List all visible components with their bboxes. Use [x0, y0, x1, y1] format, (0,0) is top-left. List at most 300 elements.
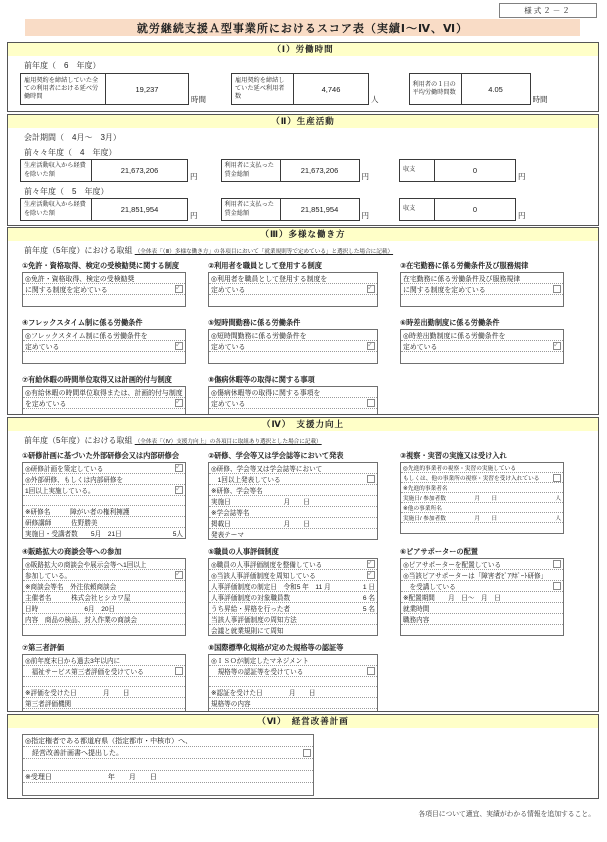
row-text: ◎ピアサポーターを配置している [403, 562, 502, 569]
row-text: 内容 商品の検品、封入作業の商談会 [25, 617, 138, 624]
item-row [23, 463, 185, 474]
unchecked-checkbox-icon [175, 667, 183, 675]
row-text: ◎研修計画を策定している [25, 466, 104, 473]
item-row [23, 771, 313, 783]
row-text: ◎指定権者である都道府県（指定都市・中核市）へ、 [25, 737, 193, 745]
field-box [221, 198, 360, 221]
field-label: 収支 [400, 199, 435, 220]
item-row [401, 493, 563, 503]
row-text: ◎先進的事業者の視察・実習の実施している [403, 466, 517, 472]
item-row [23, 496, 185, 506]
row-text: 定めている [211, 401, 246, 408]
item-row [209, 295, 377, 306]
item-row [23, 625, 185, 635]
row-text [211, 297, 213, 304]
section2-value-row [20, 159, 598, 182]
unit-label: 円 [518, 211, 526, 220]
item-row [23, 559, 185, 570]
row-text: 実施日/ 参加者数 月 日 [403, 496, 498, 502]
field-value: 21,673,206 [300, 166, 339, 175]
row-text: 1回以上発表している [211, 477, 281, 484]
item-row [23, 284, 185, 295]
section3-item-4 [22, 318, 186, 364]
row-text: 就業時間 [403, 606, 430, 613]
section3-note-main: 前年度（5年度）における取組 [24, 246, 133, 255]
item-row [23, 592, 185, 603]
item-box [208, 654, 378, 712]
item-row [23, 677, 185, 687]
item-row [209, 529, 377, 539]
field-group [231, 73, 379, 105]
unit-label: 円 [518, 172, 526, 181]
item-box [208, 329, 378, 364]
item-row [209, 341, 377, 352]
field-box [399, 198, 516, 221]
item-row [23, 735, 313, 747]
row-text: 規格等の認証等を受けている [211, 669, 304, 676]
row-text: もしくは、他の事業所の視察・実習を受け入れている [403, 476, 540, 482]
row-text [403, 627, 405, 634]
section4-header: （Ⅳ） 支援力向上 [8, 418, 598, 431]
row-text: 当該人事評価制度の周知方法 [211, 617, 297, 624]
item-row [401, 284, 563, 295]
checked-checkbox-icon [175, 285, 183, 293]
row-text: ◎時差出勤制度に係る労働条件を [403, 333, 506, 340]
section3-note [24, 245, 598, 256]
row-text [25, 678, 27, 685]
section1-header: （Ⅰ）労働時間 [8, 43, 598, 56]
item-row [23, 330, 185, 341]
section2-row-year-label [24, 225, 598, 226]
item-row [23, 528, 185, 538]
row-text: ◎当該人事評価制度を周知している [211, 573, 316, 580]
row-text [25, 354, 27, 361]
field-group [20, 159, 198, 182]
item-row [209, 677, 377, 687]
item-box [22, 329, 186, 364]
item-title: ③視察・実習の実施又は受け入れ [400, 451, 507, 460]
checked-checkbox-icon [367, 342, 375, 350]
item-box [208, 386, 378, 415]
item-row [23, 747, 313, 759]
item-title: ②利用者を職員として登用する制度 [208, 261, 322, 270]
row-text: 実施日/ 参加者数 月 日 [403, 516, 498, 522]
item-row [401, 483, 563, 493]
item-title: ⑤職員の人事評価制度 [208, 547, 279, 556]
checked-checkbox-icon [367, 571, 375, 579]
row-text: 発表テーマ [211, 532, 244, 539]
item-box [400, 329, 564, 364]
section1-year-label: 前年度（ 6 年度） [24, 61, 101, 70]
item-row [209, 518, 377, 529]
item-row [23, 603, 185, 614]
item-row [209, 409, 377, 415]
item-row [23, 409, 185, 415]
unchecked-checkbox-icon [367, 399, 375, 407]
field-label: 生産活動収入から経費を除いた額 [21, 160, 92, 181]
item-row [401, 603, 563, 614]
checked-checkbox-icon [367, 285, 375, 293]
section4-item-5 [208, 547, 378, 636]
item-row [23, 517, 185, 528]
unchecked-checkbox-icon [553, 560, 561, 568]
item-title: ①免許・資格取得、検定の受検勧奨に関する制度 [22, 261, 180, 270]
unit-label: 時間 [191, 95, 206, 104]
row-text: ※配置期間 月 日～ 月 日 [403, 595, 501, 602]
item-box [208, 272, 378, 307]
section2-header: （Ⅱ）生産活動 [8, 115, 598, 128]
row-text [25, 297, 27, 304]
field-group [399, 198, 526, 221]
row-text: ◎当該ピアサポーターは「障害者ﾋﾟｱｻﾎﾟｰﾄ研修」 [403, 573, 548, 580]
row-text: 人事評価制度の対象職員数 [211, 595, 291, 602]
item-row [209, 614, 377, 625]
section3-item-2 [208, 261, 378, 307]
section4-item-grid [22, 451, 598, 712]
item-box [22, 462, 186, 539]
item-row [23, 709, 185, 712]
section4-note-main: 前年度（5年度）における取組 [24, 436, 133, 445]
row-text: 日時 6月 20日 [25, 606, 116, 613]
row-value: 5 名 [362, 606, 375, 613]
checked-checkbox-icon [175, 464, 183, 472]
row-text: ◎フレックスタイム制に係る労働条件を [25, 333, 148, 340]
item-row [401, 523, 563, 533]
section6-header: （Ⅵ） 経営改善計画 [8, 715, 598, 728]
row-text [211, 678, 213, 685]
item-row [401, 592, 563, 603]
item-row [401, 273, 563, 284]
unchecked-checkbox-icon [367, 667, 375, 675]
row-text: 人事評価制度の制定日 令和5 年 11 月 [211, 584, 331, 591]
item-row [209, 273, 377, 284]
section4-note-small: （全体表「（Ⅳ）支援力向上」の各項目に取組あり選択とした場合に記載） [134, 439, 322, 445]
row-value: 1 日 [362, 584, 375, 591]
item-title: ⑥時差出勤制度に係る労働条件 [400, 318, 500, 327]
field-label: 生産活動収入から経費を除いた額 [21, 199, 92, 220]
row-text: 会議と就業規則にて周知 [211, 628, 284, 635]
section3-item-1 [22, 261, 186, 307]
item-row [23, 759, 313, 771]
item-row [401, 295, 563, 306]
item-row [23, 655, 185, 666]
row-text: ◎免許・資格取得、検定の受検勧奨 [25, 276, 135, 283]
section4-item-6 [400, 547, 564, 636]
item-box [400, 272, 564, 307]
section3-item-8 [208, 375, 378, 415]
section4-item-8 [208, 643, 378, 712]
item-row [209, 666, 377, 677]
item-row [209, 592, 377, 603]
row-text: ※商談会等名 外注依頼商談会 [25, 584, 117, 591]
unit-label: 円 [361, 211, 369, 220]
item-row [23, 698, 185, 709]
unit-label: 円 [190, 211, 198, 220]
section2-row-year-label: 前々年度（ 5 年度） [24, 187, 109, 196]
row-text: ※評価を受けた日 月 日 [25, 690, 130, 697]
item-row [401, 463, 563, 473]
section3-item-3 [400, 261, 564, 307]
row-text: 1回以上実施している。 [25, 488, 95, 495]
section6-item-wrap [22, 734, 314, 796]
row-text: 実施日 月 日 [211, 499, 310, 506]
item-row [209, 284, 377, 295]
item-box [400, 462, 564, 534]
row-value: 人 [555, 496, 561, 502]
row-text [403, 354, 405, 361]
section-management-improvement-plan [7, 714, 599, 799]
item-row [209, 581, 377, 592]
section-production-activity [7, 114, 599, 226]
item-title: ②研修、学会等又は学会誌等において発表 [208, 451, 344, 460]
item-box [22, 272, 186, 307]
row-text: うち昇給・昇格を行った者 [211, 606, 291, 613]
section2-rows [8, 147, 598, 226]
row-text: 研修講師 佐野勝美 [25, 520, 98, 527]
item-title: ⑦有給休暇の時間単位取得又は計画的付与制度 [22, 375, 172, 384]
item-box [22, 654, 186, 712]
section4-item-4 [22, 547, 186, 636]
item-row [401, 570, 563, 581]
field-box [399, 159, 516, 182]
row-text [25, 497, 27, 504]
field-value: 21,673,206 [120, 166, 159, 175]
field-group [221, 159, 370, 182]
field-value: 4,746 [321, 84, 341, 94]
item-row [209, 687, 377, 698]
row-text [25, 411, 27, 415]
section4-note [24, 435, 598, 446]
item-row [401, 513, 563, 523]
unit-label: 人 [371, 95, 379, 104]
section3-note-small: （全体表「（Ⅲ）多様な働き方」の各項目において「就業規則等で定めている」と選択した場合に記載） [134, 249, 394, 255]
field-box [409, 73, 531, 105]
row-text [403, 297, 405, 304]
unit-label: 時間 [532, 95, 548, 104]
row-text: ◎利用者を職員として登用する制度を [211, 276, 328, 283]
section6-item [22, 734, 314, 796]
row-text: 経営改善計画書へ提出した。 [25, 749, 123, 757]
item-box [22, 734, 314, 796]
form-code-box: 様式２－２ [499, 3, 597, 18]
item-row [23, 783, 313, 795]
item-row [209, 507, 377, 518]
unchecked-checkbox-icon [553, 582, 561, 590]
row-text: 在宅勤務に係る労働条件及び服務規律 [403, 276, 521, 283]
item-box [22, 386, 186, 415]
row-text: ◎傷病休暇等の取得に関する事項を [211, 390, 321, 397]
checked-checkbox-icon [553, 342, 561, 350]
item-row [23, 687, 185, 698]
item-title: ①研修計画に基づいた外部研修会又は内部研修会 [22, 451, 180, 460]
unchecked-checkbox-icon [367, 475, 375, 483]
row-text: に関する制度を定めている [25, 287, 108, 294]
row-text: を受講している [403, 584, 456, 591]
field-label: 雇用契約を締結していた全ての利用者における延べ労働時間 [21, 74, 106, 104]
field-value: 0 [472, 205, 478, 214]
item-title: ③在宅勤務に係る労働条件及び服務規律 [400, 261, 529, 270]
item-row [401, 581, 563, 592]
row-text [211, 711, 213, 713]
field-label: 利用者の１日の平均労働時間数 [410, 74, 462, 104]
checked-checkbox-icon [175, 486, 183, 494]
item-row [209, 496, 377, 507]
item-row [209, 352, 377, 363]
section1-fields-row [20, 73, 598, 105]
item-row [401, 352, 563, 363]
field-group [20, 198, 198, 221]
section3-item-5 [208, 318, 378, 364]
row-text: に関する制度を定めている [403, 287, 486, 294]
section4-item-7 [22, 643, 186, 712]
row-text: ◎販路拡大の商談会や展示会等へ1回以上 [25, 562, 147, 569]
row-text [403, 525, 405, 531]
item-row [209, 603, 377, 614]
row-text: ※先進的事業者名 [403, 486, 448, 492]
checked-checkbox-icon [367, 560, 375, 568]
item-title: ⑥ピアサポーターの配置 [400, 547, 478, 556]
section2-period-label: 会計期間（ 4月～ 3月） [24, 133, 121, 142]
item-row [209, 570, 377, 581]
item-row [209, 463, 377, 474]
section2-row-year-label: 前々々年度（ 4 年度） [24, 148, 117, 157]
item-box [400, 558, 564, 636]
row-text: 主催者名 株式会社ヒシカワ屋 [25, 595, 131, 602]
item-row [23, 581, 185, 592]
item-box [208, 558, 378, 636]
item-row [23, 666, 185, 677]
checked-checkbox-icon [175, 399, 183, 407]
page-title: 就労継続支援Ａ型事業所におけるスコア表（実績Ⅰ～Ⅳ、Ⅵ） [25, 19, 580, 36]
section4-item-2 [208, 451, 378, 540]
footer-note: 各項目について適宜、実績がわかる情報を追加すること。 [418, 811, 595, 818]
item-row [23, 485, 185, 496]
item-row [209, 387, 377, 398]
field-value: 21,851,954 [120, 205, 159, 214]
row-text [25, 786, 27, 793]
row-text: 定めている [403, 344, 438, 351]
row-text: ◎有給休暇の時間単位取得または、計画的付与制度 [25, 390, 183, 397]
section-diverse-workstyles [7, 227, 599, 415]
field-box [20, 198, 188, 221]
item-row [209, 559, 377, 570]
row-text: ◎短時間勤務に係る労働条件を [211, 333, 307, 340]
field-box [221, 159, 360, 182]
field-group [20, 73, 206, 105]
field-box [20, 159, 188, 182]
row-value: 5人 [172, 531, 183, 538]
field-box [20, 73, 189, 105]
field-value: 19,237 [135, 84, 159, 94]
section4-item-3 [400, 451, 564, 540]
row-text [211, 354, 213, 361]
row-text: 規格等の内容 [211, 701, 251, 708]
unchecked-checkbox-icon [553, 285, 561, 293]
row-text: を定めている [25, 401, 67, 408]
item-row [23, 341, 185, 352]
item-row [401, 473, 563, 483]
section3-item-7 [22, 375, 186, 415]
item-row [23, 614, 185, 625]
item-title: ④フレックスタイム制に係る労働条件 [22, 318, 143, 327]
item-row [23, 398, 185, 409]
row-text: ◎ＩＳＯが制定したマネジメント [211, 658, 309, 665]
item-title: ⑦第三者評価 [22, 643, 65, 652]
unchecked-checkbox-icon [303, 749, 311, 757]
row-text: ※学会誌等名 [211, 510, 250, 517]
row-text: ※認証を受けた日 月 日 [211, 690, 316, 697]
row-text: 実施日・受講者数 5月 21日 [25, 531, 122, 538]
item-row [209, 625, 377, 635]
item-row [401, 625, 563, 635]
item-row [209, 698, 377, 709]
item-title: ④販路拡大の商談会等への参加 [22, 547, 122, 556]
unit-label: 円 [361, 172, 369, 181]
row-text: 第三者評価機関 [25, 701, 72, 708]
unit-label: 円 [190, 172, 198, 181]
row-text: ◎前年度末日から過去3年以内に [25, 658, 121, 665]
item-row [209, 655, 377, 666]
row-text: 掲載日 月 日 [211, 521, 310, 528]
field-label: 利用者に支払った賃金総額 [222, 199, 281, 220]
row-text: 職務内容 [403, 617, 430, 624]
field-group [221, 198, 370, 221]
row-text: 定めている [211, 287, 246, 294]
section3-header: （Ⅲ）多様な働き方 [8, 228, 598, 241]
field-label: 利用者に支払った賃金総額 [222, 160, 281, 181]
row-text: ◎職員の人事評価制度を整備している [211, 562, 323, 569]
item-row [401, 330, 563, 341]
row-text: ※研修名 障がい者の権利擁護 [25, 509, 130, 516]
item-row [209, 330, 377, 341]
row-text: 定めている [211, 344, 246, 351]
row-text: ◎研修、学会等又は学会誌等において [211, 466, 323, 473]
row-text: 参加している。 [25, 573, 72, 580]
section-labor-time [7, 42, 599, 112]
item-row [23, 570, 185, 581]
field-value: 0 [472, 166, 478, 175]
section-support-improvement [7, 417, 599, 712]
item-row [401, 503, 563, 513]
item-row [23, 506, 185, 517]
unchecked-checkbox-icon [553, 474, 561, 482]
item-box [22, 558, 186, 636]
item-row [209, 709, 377, 712]
item-row [23, 295, 185, 306]
row-text [211, 411, 213, 415]
checked-checkbox-icon [175, 571, 183, 579]
row-text: 定めている [25, 344, 60, 351]
row-text: ※研修、学会等名 [211, 488, 263, 495]
item-row [23, 273, 185, 284]
row-text [25, 761, 27, 768]
section3-item-grid [22, 261, 598, 415]
item-box [208, 462, 378, 540]
field-box [231, 73, 369, 105]
checked-checkbox-icon [175, 342, 183, 350]
row-text [25, 711, 27, 713]
item-row [401, 614, 563, 625]
item-row [401, 559, 563, 570]
row-value: 人 [555, 516, 561, 522]
item-row [23, 474, 185, 485]
field-label: 雇用契約を締結していた延べ利用者数 [232, 74, 294, 104]
field-value: 21,851,954 [300, 205, 339, 214]
field-label: 収支 [400, 160, 435, 181]
section2-value-row [20, 198, 598, 221]
row-text: ※他の事業所名 [403, 506, 442, 512]
section4-item-1 [22, 451, 186, 540]
